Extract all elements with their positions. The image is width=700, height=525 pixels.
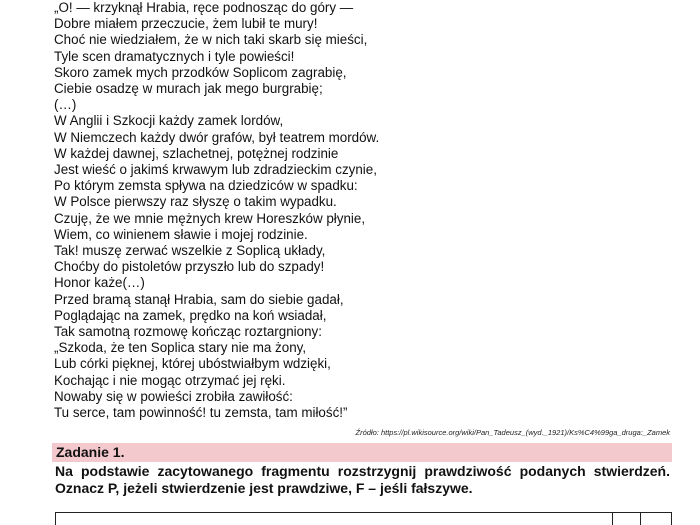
poem-line: Nowaby się w powieści zrobiła zawiłość:	[54, 388, 293, 404]
poem-line: (…)	[54, 97, 77, 113]
task-header	[52, 443, 672, 462]
poem-line: W każdej dawnej, szlachetnej, potężnej rodzinie	[54, 145, 339, 161]
poem-line: Choćby do pistoletów przyszło lub do szpady!	[54, 259, 325, 275]
poem-line: Dobre miałem przeczucie, żem lubił te mury!	[54, 16, 318, 32]
poem-line: Po którym zemsta spływa na dziedziców w spadku:	[54, 178, 358, 194]
poem-line: „O! — krzyknął Hrabia, ręce podnosząc do góry —	[54, 0, 354, 15]
poem-line: Poglądając na zamek, prędko na koń wsiadał,	[54, 307, 327, 323]
poem-line: Skoro zamek mych przodków Soplicom zagrabię,	[54, 64, 347, 80]
poem-line: Lub córki pięknej, której ubóstwiałbym wdzięki,	[54, 356, 331, 372]
table-column-divider	[612, 513, 613, 525]
poem-line: W Polsce pierwszy raz słyszę o takim wypadku.	[54, 194, 337, 210]
task-instruction: Na podstawie zacytowanego fragmentu rozstrzygnij prawdziwość podanych stwierdzeń. Oznacz P, jeżeli stwierdzenie jest prawdziwe, F – jeśli fałszywe.	[55, 463, 670, 496]
poem-fragment	[54, 0, 474, 421]
poem-line: Tyle scen dramatycznych i tyle powieści!	[54, 48, 295, 64]
poem-line: W Niemczech każdy dwór grafów, był teatrem mordów.	[54, 129, 380, 145]
poem-line: Wiem, co winienem sławie i mojej rodzinie.	[54, 226, 308, 242]
task-title: Zadanie 1.	[56, 444, 125, 460]
poem-line: Tak samotną rozmowę kończąc roztargniony:	[54, 324, 322, 340]
poem-line: Choć nie wiedziałem, że w nich taki skarb się mieści,	[54, 32, 368, 48]
poem-line: Honor każe(…)	[54, 275, 145, 291]
poem-line: Ciebie osadzę w murach jak mego burgrabię;	[54, 81, 323, 97]
poem-line: Tak! muszę zerwać wszelkie z Soplicą układy,	[54, 243, 326, 259]
poem-line: W Anglii i Szkocji każdy zamek lordów,	[54, 113, 284, 129]
poem-line: Przed bramą stanął Hrabia, sam do siebie gadał,	[54, 291, 344, 307]
poem-line: Jest wieść o jakimś krwawym lub zdradzieckim czynie,	[54, 162, 377, 178]
poem-line: „Szkoda, że ten Soplica stary nie ma żony,	[54, 340, 307, 356]
poem-line: Kochając i nie mogąc otrzymać jej ręki.	[54, 372, 286, 388]
source-citation: Źródło: https://pl.wikisource.org/wiki/Pan_Tadeusz_(wyd._1921)/Ks%C4%99ga_druga:_Zamek	[355, 428, 670, 437]
poem-line: Czuję, że we mnie mężnych krew Horeszków płynie,	[54, 210, 366, 226]
poem-line: Tu serce, tam powinność! tu zemsta, tam miłość!”	[54, 405, 348, 421]
table-column-divider	[640, 513, 641, 525]
answer-table	[55, 512, 672, 525]
